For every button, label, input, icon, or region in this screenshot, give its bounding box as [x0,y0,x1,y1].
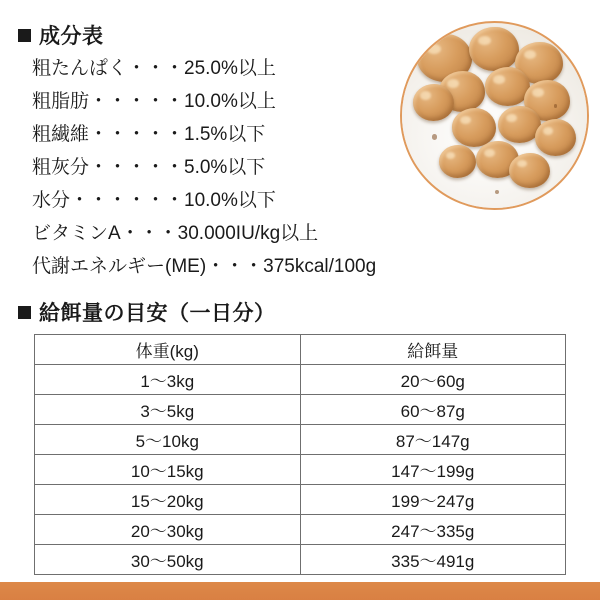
feeding-amount-table [34,334,566,575]
cell-amount: 335〜491g [300,545,566,575]
feeding-heading [18,297,276,327]
list-item: 水分・・・・・・10.0%以下 [32,190,276,211]
cell-weight: 20〜30kg [35,515,301,545]
table-row [35,365,566,395]
cell-amount: 247〜335g [300,515,566,545]
list-item: 代謝エネルギー(ME)・・・375kcal/100g [32,256,377,277]
kibble-piece [509,153,550,188]
list-item: 粗繊維・・・・・1.5%以下 [32,124,266,145]
cell-weight: 30〜50kg [35,545,301,575]
crumb-speck [432,134,438,140]
table-header-row [35,335,566,365]
cell-amount: 20〜60g [300,365,566,395]
bottom-accent-bar-fill [0,582,600,600]
column-header-amount: 給餌量 [300,335,566,365]
kibble-piece [485,67,529,106]
cell-weight: 3〜5kg [35,395,301,425]
cell-weight: 1〜3kg [35,365,301,395]
cell-amount: 147〜199g [300,455,566,485]
cell-amount: 87〜147g [300,425,566,455]
table-row [35,515,566,545]
cell-weight: 15〜20kg [35,485,301,515]
table-row [35,455,566,485]
cell-weight: 5〜10kg [35,425,301,455]
bullet-square-icon [18,29,31,42]
column-header-weight: 体重(kg) [35,335,301,365]
table-row [35,395,566,425]
cell-amount: 199〜247g [300,485,566,515]
list-item: 粗脂肪・・・・・10.0%以上 [32,91,276,112]
dog-food-kibble-photo [400,21,589,210]
feeding-heading-label: 給餌量の目安（一日分） [39,302,276,325]
cell-weight: 10〜15kg [35,455,301,485]
ingredients-list [32,52,452,283]
table-row [35,425,566,455]
kibble-piece [469,27,519,71]
kibble-piece [439,145,476,178]
table-row [35,485,566,515]
list-item: ビタミンA・・・30.000IU/kg以上 [32,223,319,244]
list-item: 粗灰分・・・・・5.0%以下 [32,157,266,178]
cell-amount: 60〜87g [300,395,566,425]
ingredients-heading [18,20,104,50]
bottom-accent-bar [0,582,600,600]
kibble-piece [413,84,454,121]
ingredients-heading-label: 成分表 [39,25,104,48]
bullet-square-icon [18,306,31,319]
table-row [35,545,566,575]
kibble-piece [535,119,576,156]
list-item: 粗たんぱく・・・25.0%以上 [32,58,276,79]
